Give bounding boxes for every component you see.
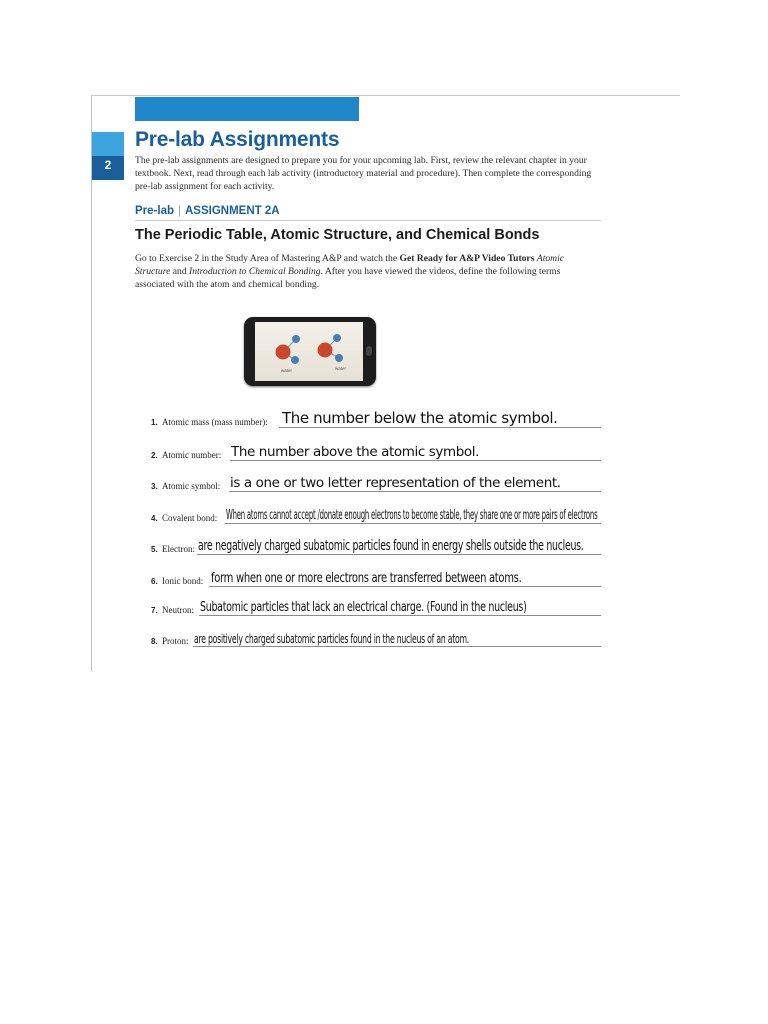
term-number: 2. — [151, 451, 158, 460]
term-label: Ionic bond: — [162, 576, 204, 586]
handwritten-answer: is a one or two letter representation of the element. — [230, 475, 561, 491]
handwritten-answer: The number above the atomic symbol. — [231, 444, 479, 460]
term-number: 3. — [151, 482, 158, 491]
term-label: Covalent bond: — [162, 513, 218, 523]
term-number: 6. — [151, 577, 158, 586]
term-label: Atomic symbol: — [162, 481, 221, 491]
water-molecule-illustration — [255, 322, 363, 381]
section-label — [135, 205, 601, 221]
term-label: Proton: — [162, 636, 189, 646]
term-number: 7. — [151, 606, 158, 615]
exercise-text-1: Go to Exercise 2 in the Study Area of Mastering A&P and watch the — [135, 253, 400, 264]
answer-line — [279, 427, 601, 428]
term-label: Electron: — [162, 544, 195, 554]
handwritten-answer: Subatomic particles that lack an electrical charge. (Found in the nucleus) — [200, 600, 527, 615]
exercise-instructions — [135, 252, 601, 291]
answer-line — [225, 523, 601, 524]
term-row-neutron — [151, 596, 701, 618]
term-row-electron — [151, 535, 701, 557]
section-label-separator: | — [178, 205, 181, 217]
term-row-atomic-mass — [151, 408, 701, 430]
answer-line — [199, 615, 601, 616]
answer-line — [193, 646, 601, 647]
phone-home-button — [366, 346, 372, 356]
exercise-text-3: and — [170, 266, 190, 277]
answer-line — [230, 460, 601, 461]
term-row-covalent-bond — [151, 504, 701, 526]
exercise-text-bold: Get Ready for A&P Video Tutors — [399, 253, 535, 264]
exercise-text-4: . After you have viewed the videos, define the following terms associated with the atom and chemical bonding. — [135, 266, 561, 290]
header-color-bar — [135, 97, 359, 121]
answer-line — [197, 554, 601, 555]
term-row-ionic-bond — [151, 567, 701, 589]
chapter-tab-accent — [92, 132, 124, 156]
chapter-number: 2 — [104, 158, 112, 172]
term-number: 8. — [151, 637, 158, 646]
term-number: 5. — [151, 545, 158, 554]
handwritten-answer: are positively charged subatomic particles found in the nucleus of an atom. — [194, 631, 470, 646]
handwritten-answer: When atoms cannot accept /donate enough electrons to become stable, they share one or more pairs of electrons — [226, 508, 598, 523]
term-label: Neutron: — [162, 605, 194, 615]
term-label: Atomic mass (mass number): — [162, 417, 268, 427]
phone-video-image — [244, 317, 376, 386]
screen-label-left: water — [281, 368, 293, 373]
handwritten-answer: form when one or more electrons are transferred between atoms. — [211, 570, 522, 586]
intro-paragraph: The pre-lab assignments are designed to prepare you for your upcoming lab. First, review the relevant chapter in your textbook. Next, read through each lab activity (introductory material and procedure). Then complete the corresponding pre-lab assignment for each activity. — [135, 155, 592, 192]
answer-line — [209, 586, 601, 587]
term-row-atomic-symbol — [151, 472, 701, 494]
section-label-prefix: Pre-lab — [135, 205, 174, 217]
handwritten-answer: The number below the atomic symbol. — [282, 409, 558, 427]
page-title: Pre-lab Assignments — [135, 128, 340, 151]
term-number: 4. — [151, 514, 158, 523]
handwritten-answer: are negatively charged subatomic particles found in energy shells outside the nucleus. — [198, 538, 584, 554]
answer-line — [229, 491, 601, 492]
phone-screen — [255, 322, 363, 381]
section-label-assignment: ASSIGNMENT 2A — [185, 205, 280, 217]
assignment-title: The Periodic Table, Atomic Structure, and Chemical Bonds — [135, 227, 540, 243]
term-number: 1. — [151, 418, 158, 427]
exercise-text-italic-2: Introduction to Chemical Bonding — [189, 266, 321, 277]
exercise-text-italic-1: Atomic Structure — [135, 253, 565, 277]
chapter-tab — [92, 132, 124, 180]
term-label: Atomic number: — [162, 450, 222, 460]
term-row-atomic-number — [151, 441, 701, 463]
screen-label-right: water — [335, 366, 347, 371]
term-row-proton — [151, 627, 701, 649]
